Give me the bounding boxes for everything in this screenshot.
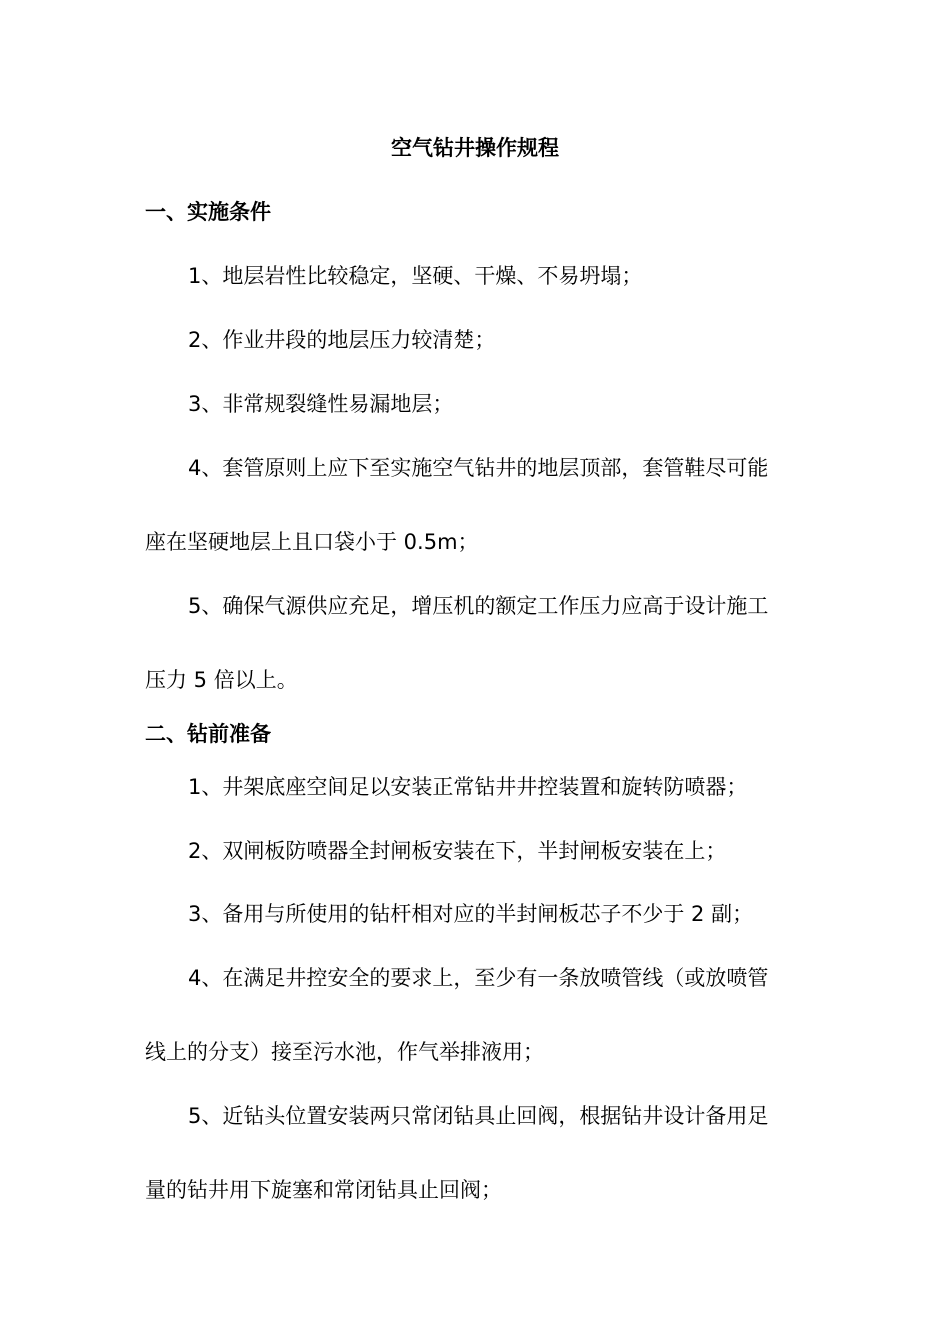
section1-item-2: 2、作业井段的地层压力较清楚；: [188, 328, 496, 352]
section2-item-4-line-2: 线上的分支）接至污水池，作气举排液用；: [145, 1040, 544, 1064]
section2-item-4-line-1: 4、在满足井控安全的要求上，至少有一条放喷管线（或放喷管: [188, 966, 769, 990]
document-title: 空气钻井操作规程: [391, 136, 559, 160]
section2-item-5-line-2: 量的钻井用下旋塞和常闭钻具止回阀；: [145, 1178, 502, 1202]
section-heading-implementation-conditions: 一、实施条件: [145, 200, 271, 224]
section1-item-3: 3、非常规裂缝性易漏地层；: [188, 392, 454, 416]
section1-item-1: 1、地层岩性比较稳定，坚硬、干燥、不易坍塌；: [188, 264, 643, 288]
section1-item-5-line-1: 5、确保气源供应充足，增压机的额定工作压力应高于设计施工: [188, 594, 769, 618]
section1-item-4-line-1: 4、套管原则上应下至实施空气钻井的地层顶部，套管鞋尽可能: [188, 456, 769, 480]
section1-item-5-line-2: 压力 5 倍以上。: [145, 668, 298, 692]
section2-item-5-line-1: 5、近钻头位置安装两只常闭钻具止回阀，根据钻井设计备用足: [188, 1104, 769, 1128]
section1-item-4-line-2: 座在坚硬地层上且口袋小于 0.5m；: [145, 530, 479, 554]
section2-item-1: 1、井架底座空间足以安装正常钻井井控装置和旋转防喷器；: [188, 775, 748, 799]
section2-item-3: 3、备用与所使用的钻杆相对应的半封闸板芯子不少于 2 副；: [188, 902, 754, 926]
section2-item-2: 2、双闸板防喷器全封闸板安装在下，半封闸板安装在上；: [188, 839, 727, 863]
section-heading-pre-drilling-preparation: 二、钻前准备: [145, 722, 271, 746]
